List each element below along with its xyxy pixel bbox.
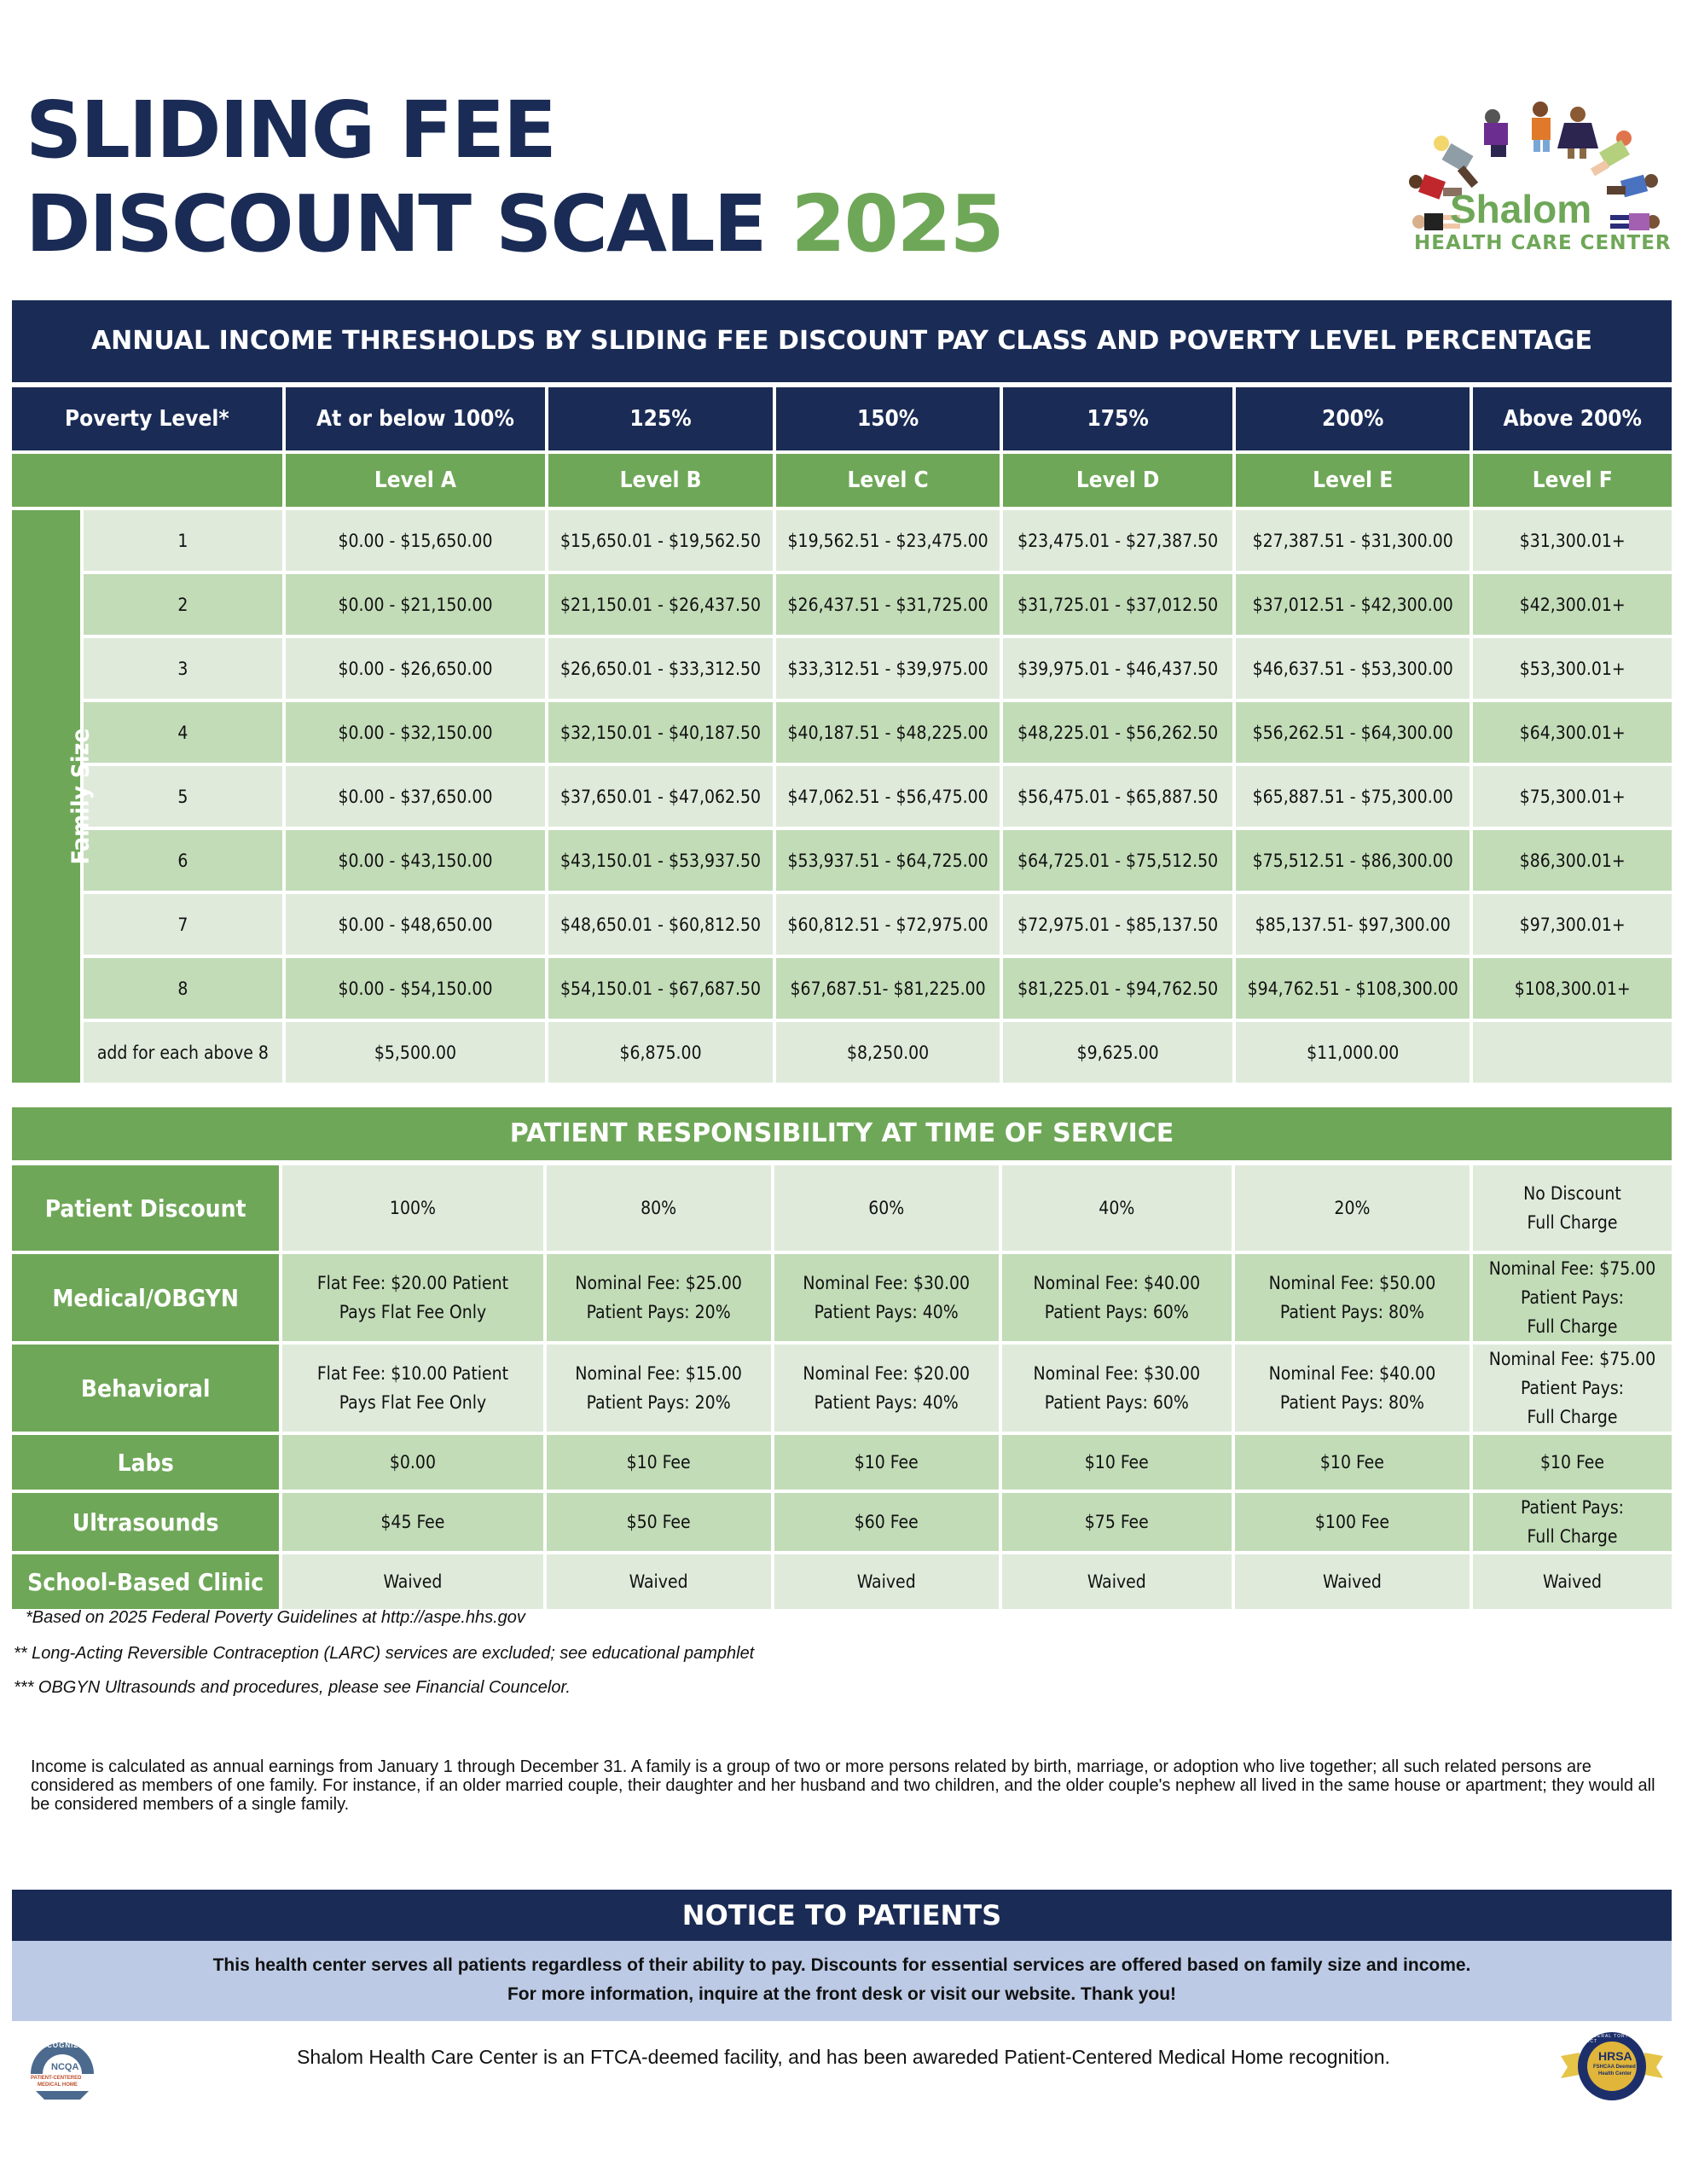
service-charge-line: Nominal Fee: $30.00 [1033, 1363, 1201, 1384]
income-range-cell: $65,887.51 - $75,300.00 [1236, 766, 1470, 827]
service-charge-cell [1473, 1165, 1672, 1251]
service-charge-line: $0.00 [389, 1452, 436, 1472]
footnote-3: *** OBGYN Ultrasounds and procedures, please see Financial Councelor. [14, 1678, 571, 1697]
service-charge-cell [1473, 1493, 1672, 1551]
service-charge-cell [1002, 1435, 1232, 1490]
service-charge-cell [1002, 1554, 1232, 1609]
service-charge-line: Nominal Fee: $75.00 [1488, 1258, 1656, 1279]
title-year: 2025 [791, 178, 1003, 270]
service-charge-line: 80% [641, 1198, 677, 1218]
pay-level-header: Level E [1236, 454, 1470, 507]
family-size-cell: 3 [84, 638, 281, 699]
service-charge-cell [1002, 1345, 1232, 1432]
service-label: Ultrasounds [12, 1493, 279, 1551]
family-size-row [12, 958, 1672, 1019]
income-range-cell: $26,650.01 - $33,312.50 [548, 638, 773, 699]
service-charge-cell [1235, 1165, 1470, 1251]
service-charge-line: Waived [383, 1571, 443, 1592]
income-range-cell: $97,300.01+ [1473, 894, 1672, 955]
poverty-level-header: 200% [1236, 387, 1470, 450]
notice-body [12, 1941, 1672, 2021]
service-charge-cell [282, 1493, 542, 1551]
responsibility-table-title: PATIENT RESPONSIBILITY AT TIME OF SERVICE [12, 1107, 1672, 1160]
service-charge-line: No Discount [1523, 1183, 1621, 1204]
service-row [12, 1554, 1672, 1609]
ncqa-badge [24, 2033, 101, 2106]
ncqa-badge-top: RECOGNIZED [36, 2042, 90, 2049]
income-range-cell: $39,975.01 - $46,437.50 [1003, 638, 1232, 699]
income-table-title: ANNUAL INCOME THRESHOLDS BY SLIDING FEE DISCOUNT PAY CLASS AND POVERTY LEVEL PERCENTAGE [12, 300, 1672, 382]
service-row [12, 1345, 1672, 1432]
income-range-cell: $48,225.01 - $56,262.50 [1003, 702, 1232, 763]
income-range-cell: $54,150.01 - $67,687.50 [548, 958, 773, 1019]
service-charge-line: Waived [1543, 1571, 1602, 1592]
service-row [12, 1493, 1672, 1551]
income-range-cell: $43,150.01 - $53,937.50 [548, 830, 773, 891]
notice-title: NOTICE TO PATIENTS [12, 1890, 1672, 1941]
service-charge-cell [774, 1435, 999, 1490]
income-range-cell: $26,437.51 - $31,725.00 [776, 574, 1000, 635]
income-range-cell: $5,500.00 [286, 1022, 546, 1083]
service-label: Labs [12, 1435, 279, 1490]
footnote-1: *Based on 2025 Federal Poverty Guidelines at http://aspe.hhs.gov [26, 1608, 525, 1627]
income-range-cell: $72,975.01 - $85,137.50 [1003, 894, 1232, 955]
service-charge-cell [774, 1554, 999, 1609]
footnote-2: ** Long-Acting Reversible Contraception (LARC) services are excluded; see educational pamphlet [14, 1644, 755, 1663]
service-charge-line: Pays Flat Fee Only [339, 1392, 487, 1413]
income-range-cell: $94,762.51 - $108,300.00 [1236, 958, 1470, 1019]
service-charge-cell [282, 1345, 542, 1432]
family-size-row [12, 638, 1672, 699]
title-line-2 [26, 177, 1003, 271]
pay-level-header: Level A [286, 454, 546, 507]
income-range-cell: $0.00 - $32,150.00 [286, 702, 546, 763]
family-size-cell: 6 [84, 830, 281, 891]
service-charge-cell [1473, 1254, 1672, 1341]
service-charge-line: Nominal Fee: $40.00 [1033, 1273, 1201, 1293]
pay-level-header-row [12, 454, 1672, 507]
service-charge-cell [282, 1254, 542, 1341]
family-size-row [12, 830, 1672, 891]
service-charge-line: Patient Pays: 20% [586, 1392, 731, 1413]
income-range-cell: $8,250.00 [776, 1022, 1000, 1083]
service-charge-cell [1235, 1345, 1470, 1432]
service-charge-line: Patient Pays: 40% [814, 1392, 959, 1413]
income-range-cell: $67,687.51- $81,225.00 [776, 958, 1000, 1019]
service-charge-line: Patient Pays: 80% [1279, 1302, 1424, 1322]
service-row [12, 1435, 1672, 1490]
service-charge-line: 60% [868, 1198, 905, 1218]
income-range-cell: $56,475.01 - $65,887.50 [1003, 766, 1232, 827]
family-size-cell: 7 [84, 894, 281, 955]
patient-responsibility-table [9, 1162, 1675, 1612]
service-charge-line: $10 Fee [1319, 1452, 1384, 1472]
service-charge-line: Waived [856, 1571, 916, 1592]
service-charge-cell [774, 1254, 999, 1341]
income-range-cell: $0.00 - $43,150.00 [286, 830, 546, 891]
income-range-cell: $0.00 - $15,650.00 [286, 510, 546, 571]
service-charge-line: Flat Fee: $10.00 Patient [316, 1363, 509, 1384]
service-charge-cell [547, 1254, 771, 1341]
service-charge-line: $50 Fee [626, 1512, 691, 1532]
income-range-cell [1473, 1022, 1672, 1083]
service-charge-line: 20% [1334, 1198, 1371, 1218]
page-title [26, 84, 1003, 271]
ftca-badge-line2: Health Center [1598, 2071, 1632, 2077]
service-charge-line: 100% [389, 1198, 436, 1218]
income-range-cell: $23,475.01 - $27,387.50 [1003, 510, 1232, 571]
service-charge-line: Waived [1087, 1571, 1146, 1592]
service-charge-cell [774, 1493, 999, 1551]
income-range-cell: $75,300.01+ [1473, 766, 1672, 827]
service-charge-line: Patient Pays: [1520, 1287, 1625, 1308]
family-size-cell: 2 [84, 574, 281, 635]
service-charge-line: $100 Fee [1314, 1512, 1389, 1532]
service-charge-cell [1235, 1435, 1470, 1490]
title-line-2-text: DISCOUNT SCALE [26, 178, 766, 270]
income-range-cell: $33,312.51 - $39,975.00 [776, 638, 1000, 699]
service-charge-line: Full Charge [1527, 1526, 1618, 1547]
service-charge-cell [547, 1435, 771, 1490]
income-range-cell: $37,650.01 - $47,062.50 [548, 766, 773, 827]
ftca-badge-line1: FSHCAA Deemed [1593, 2065, 1636, 2070]
income-range-cell: $11,000.00 [1236, 1022, 1470, 1083]
family-size-row [12, 702, 1672, 763]
service-charge-line: Waived [1322, 1571, 1382, 1592]
income-range-cell: $0.00 - $37,650.00 [286, 766, 546, 827]
service-label: Patient Discount [12, 1165, 279, 1251]
shalom-logo [1382, 85, 1672, 260]
income-range-cell: $108,300.01+ [1473, 958, 1672, 1019]
service-charge-cell [1473, 1554, 1672, 1609]
income-range-cell: $47,062.51 - $56,475.00 [776, 766, 1000, 827]
service-charge-cell [1002, 1254, 1232, 1341]
income-range-cell: $53,300.01+ [1473, 638, 1672, 699]
poverty-level-label: Poverty Level* [12, 387, 282, 450]
service-charge-line: $60 Fee [854, 1512, 919, 1532]
service-charge-cell [282, 1435, 542, 1490]
service-charge-cell [547, 1165, 771, 1251]
pay-level-corner [12, 454, 282, 507]
logo-subtitle: HEALTH CARE CENTER [1414, 232, 1672, 254]
income-range-cell: $42,300.01+ [1473, 574, 1672, 635]
income-range-cell: $86,300.01+ [1473, 830, 1672, 891]
income-range-cell: $75,512.51 - $86,300.00 [1236, 830, 1470, 891]
service-charge-line: $10 Fee [626, 1452, 691, 1472]
service-row [12, 1165, 1672, 1251]
service-charge-cell [1235, 1554, 1470, 1609]
service-charge-cell [1235, 1254, 1470, 1341]
service-charge-line: Nominal Fee: $30.00 [803, 1273, 970, 1293]
family-size-row [12, 1022, 1672, 1083]
service-charge-cell [1473, 1435, 1672, 1490]
service-charge-cell [282, 1554, 542, 1609]
service-charge-cell [774, 1345, 999, 1432]
poverty-level-header: At or below 100% [286, 387, 546, 450]
family-size-cell: 5 [84, 766, 281, 827]
service-charge-line: $10 Fee [1539, 1452, 1605, 1472]
poverty-level-header: 150% [776, 387, 1000, 450]
family-size-label [12, 510, 95, 1083]
service-charge-line: Patient Pays: [1520, 1497, 1625, 1518]
service-label: Medical/OBGYN [12, 1254, 279, 1341]
service-charge-line: Patient Pays: 40% [814, 1302, 959, 1322]
service-charge-line: Flat Fee: $20.00 Patient [316, 1273, 509, 1293]
service-charge-cell [1473, 1345, 1672, 1432]
income-range-cell: $46,637.51 - $53,300.00 [1236, 638, 1470, 699]
service-charge-line: Nominal Fee: $25.00 [575, 1273, 742, 1293]
service-charge-cell [547, 1345, 771, 1432]
poverty-level-header: 175% [1003, 387, 1232, 450]
income-range-cell: $81,225.01 - $94,762.50 [1003, 958, 1232, 1019]
service-charge-line: $10 Fee [1084, 1452, 1149, 1472]
service-charge-line: Full Charge [1527, 1407, 1618, 1427]
service-charge-line: Nominal Fee: $20.00 [803, 1363, 970, 1384]
income-range-cell: $0.00 - $54,150.00 [286, 958, 546, 1019]
income-range-cell: $0.00 - $48,650.00 [286, 894, 546, 955]
service-charge-cell [547, 1493, 771, 1551]
service-charge-line: Waived [629, 1571, 688, 1592]
income-range-cell: $56,262.51 - $64,300.00 [1236, 702, 1470, 763]
service-charge-line: Patient Pays: 80% [1279, 1392, 1424, 1413]
income-range-cell: $64,725.01 - $75,512.50 [1003, 830, 1232, 891]
family-size-cell: 4 [84, 702, 281, 763]
ncqa-badge-middle: NCQA [51, 2062, 79, 2072]
family-size-cell: 1 [84, 510, 281, 571]
pay-level-header: Level B [548, 454, 773, 507]
service-charge-cell [547, 1554, 771, 1609]
family-size-row [12, 766, 1672, 827]
service-charge-line: Patient Pays: 60% [1044, 1392, 1189, 1413]
ncqa-badge-bottom2: MEDICAL HOME [38, 2082, 78, 2088]
notice-line-1: This health center serves all patients regardless of their ability to pay. Discounts for essential services are offered based on family size and income. [212, 1955, 1471, 1975]
poverty-level-header: Above 200% [1473, 387, 1672, 450]
poverty-level-header-row [12, 387, 1672, 450]
income-range-cell: $19,562.51 - $23,475.00 [776, 510, 1000, 571]
income-range-cell: $32,150.01 - $40,187.50 [548, 702, 773, 763]
income-range-cell: $53,937.51 - $64,725.00 [776, 830, 1000, 891]
service-charge-line: Patient Pays: [1520, 1378, 1625, 1398]
service-charge-line: $45 Fee [380, 1512, 445, 1532]
service-charge-line: Full Charge [1527, 1212, 1618, 1233]
income-range-cell: $31,300.01+ [1473, 510, 1672, 571]
ftca-badge [1561, 2030, 1663, 2107]
logo-name: Shalom [1450, 187, 1592, 231]
service-charge-cell [1235, 1493, 1470, 1551]
service-charge-cell [282, 1165, 542, 1251]
service-charge-line: Full Charge [1527, 1316, 1618, 1337]
income-range-cell: $21,150.01 - $26,437.50 [548, 574, 773, 635]
service-charge-line: Patient Pays: 20% [586, 1302, 731, 1322]
income-range-cell: $15,650.01 - $19,562.50 [548, 510, 773, 571]
service-charge-line: Nominal Fee: $50.00 [1268, 1273, 1436, 1293]
notice-line-2: For more information, inquire at the front desk or visit our website. Thank you! [507, 1984, 1177, 2004]
service-charge-line: $10 Fee [854, 1452, 919, 1472]
service-charge-line: $75 Fee [1084, 1512, 1149, 1532]
service-charge-line: Nominal Fee: $40.00 [1268, 1363, 1436, 1384]
family-size-row [12, 574, 1672, 635]
ftca-badge-brand: HRSA [1598, 2049, 1632, 2063]
poverty-level-header: 125% [548, 387, 773, 450]
family-size-row [12, 510, 1672, 571]
service-label: Behavioral [12, 1345, 279, 1432]
income-range-cell: $6,875.00 [548, 1022, 773, 1083]
income-range-cell: $60,812.51 - $72,975.00 [776, 894, 1000, 955]
service-charge-line: Nominal Fee: $75.00 [1488, 1349, 1656, 1369]
income-range-cell: $0.00 - $21,150.00 [286, 574, 546, 635]
income-range-cell: $27,387.51 - $31,300.00 [1236, 510, 1470, 571]
pay-level-header: Level D [1003, 454, 1232, 507]
title-line-1: SLIDING FEE [26, 84, 555, 176]
income-range-cell: $9,625.00 [1003, 1022, 1232, 1083]
service-charge-cell [1002, 1493, 1232, 1551]
ftca-badge-ring: FEDERAL TORT CLAIMS ACT [1586, 2034, 1652, 2044]
family-size-cell: 8 [84, 958, 281, 1019]
income-range-cell: $40,187.51 - $48,225.00 [776, 702, 1000, 763]
service-row [12, 1254, 1672, 1341]
service-charge-line: Nominal Fee: $15.00 [575, 1363, 742, 1384]
pay-level-header: Level C [776, 454, 1000, 507]
family-size-label-text: Family Size [66, 728, 95, 865]
income-range-cell: $31,725.01 - $37,012.50 [1003, 574, 1232, 635]
family-size-row [12, 894, 1672, 955]
service-charge-line: Patient Pays: 60% [1044, 1302, 1189, 1322]
pay-level-header: Level F [1473, 454, 1672, 507]
service-charge-line: Pays Flat Fee Only [339, 1302, 487, 1322]
service-label: School-Based Clinic [12, 1554, 279, 1609]
income-threshold-table [9, 384, 1675, 1086]
income-range-cell: $48,650.01 - $60,812.50 [548, 894, 773, 955]
family-size-cell: add for each above 8 [84, 1022, 281, 1083]
income-range-cell: $0.00 - $26,650.00 [286, 638, 546, 699]
income-range-cell: $64,300.01+ [1473, 702, 1672, 763]
income-range-cell: $85,137.51- $97,300.00 [1236, 894, 1470, 955]
income-range-cell: $37,012.51 - $42,300.00 [1236, 574, 1470, 635]
ncqa-badge-bottom1: PATIENT-CENTERED [31, 2076, 82, 2081]
service-charge-line: 40% [1099, 1198, 1135, 1218]
service-charge-cell [1002, 1165, 1232, 1251]
ftca-statement: Shalom Health Care Center is an FTCA-deemed facility, and has been awareded Patient-Centered Medical Home recognition. [297, 2046, 1390, 2068]
service-charge-cell [774, 1165, 999, 1251]
income-definition: Income is calculated as annual earnings from January 1 through December 31. A family is a group of two or more persons related by birth, marriage, or adoption who live together; all such related persons are considered as members of one family. For instance, if an older married couple, their daughter and her husband and two children, and the older couple's nephew all lived in the same house or apartment; they would all be considered members of a single family. [31, 1757, 1655, 1814]
